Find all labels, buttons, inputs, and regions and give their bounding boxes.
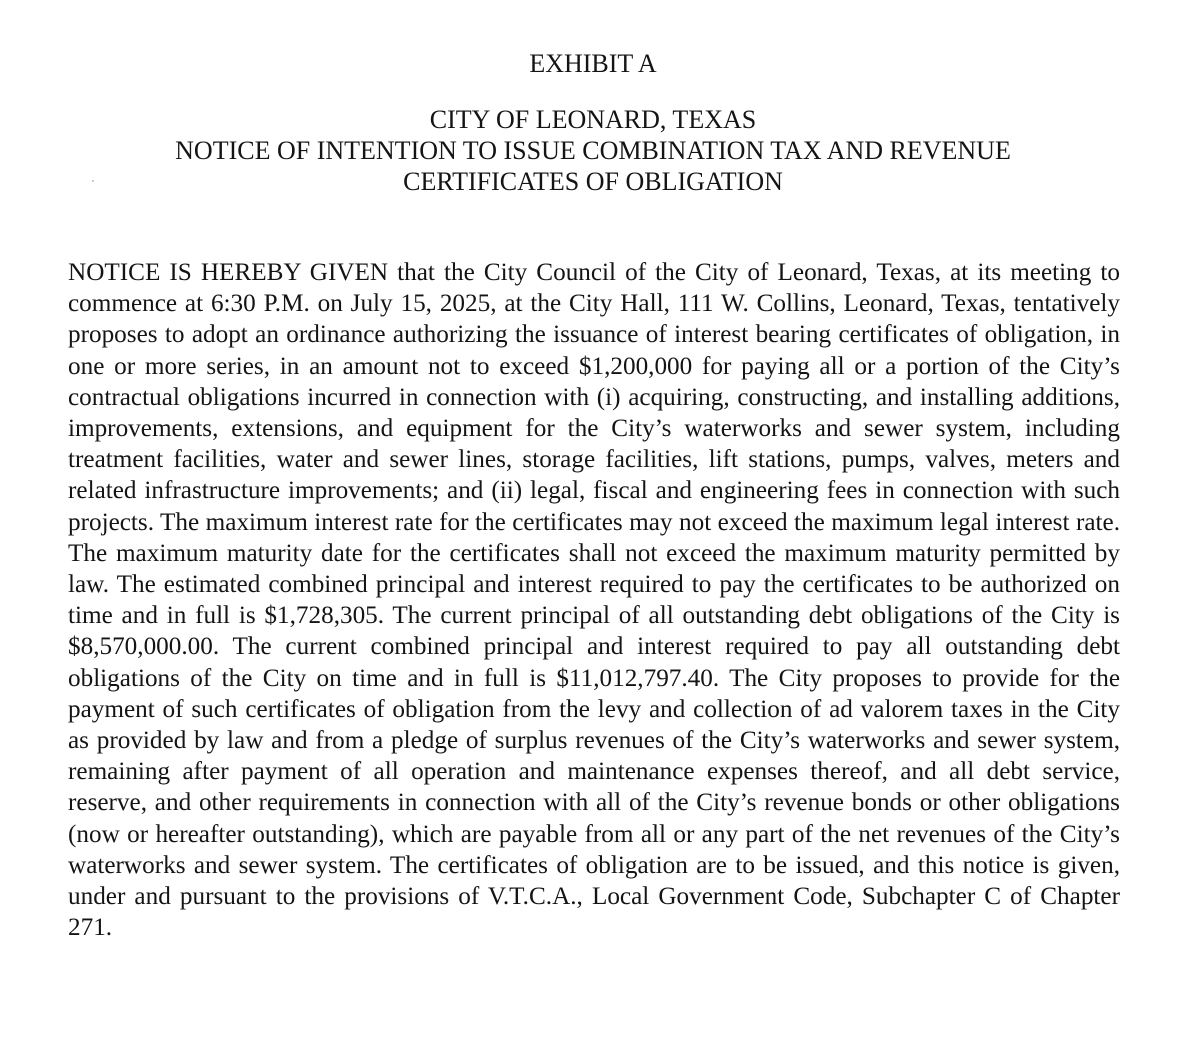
heading-city: CITY OF LEONARD, TEXAS	[429, 105, 757, 134]
exhibit-label: EXHIBIT A	[529, 49, 657, 78]
heading-title-line-2: CERTIFICATES OF OBLIGATION	[403, 167, 783, 196]
heading-title-line-1: NOTICE OF INTENTION TO ISSUE COMBINATION TAX AND REVENUE	[175, 136, 1011, 165]
notice-body-paragraph: NOTICE IS HEREBY GIVEN that the City Council of the City of Leonard, Texas, at its meeting to commence at 6:30 P.M. on July 15, 2025, at the City Hall, 111 W. Collins, Leonard, Texas, tentatively proposes to adopt an ordinance authorizing the issuance of interest bearing certificates of obligation, in one or more series, in an amount not to exceed $1,200,000 for paying all or a portion of the City’s contractual obligations incurred in connection with (i) acquiring, constructing, and installing additions, improvements, extensions, and equipment for the City’s waterworks and sewer system, including treatment facilities, water and sewer lines, storage facilities, lift stations, pumps, valves, meters and related infrastructure improvements; and (ii) legal, fiscal and engineering fees in connection with such projects. The maximum interest rate for the certificates may not exceed the maximum legal interest rate. The maximum maturity date for the certificates shall not exceed the maximum maturity permitted by law. The estimated combined principal and interest required to pay the certificates to be authorized on time and in full is $1,728,305. The current principal of all outstanding debt obligations of the City is $8,570,000.00. The current combined principal and interest required to pay all outstanding debt obligations of the City on time and in full is $11,012,797.40. The City proposes to provide for the payment of such certificates of obligation from the levy and collection of ad valorem taxes in the City as provided by law and from a pledge of surplus revenues of the City’s waterworks and sewer system, remaining after payment of all operation and maintenance expenses thereof, and all debt service, reserve, and other requirements in connection with all of the City’s revenue bonds or other obligations (now or hereafter outstanding), which are payable from all or any part of the net revenues of the City’s waterworks and sewer system. The certificates of obligation are to be issued, and this notice is given, under and pursuant to the provisions of V.T.C.A., Local Government Code, Subchapter C of Chapter 271.	[68, 259, 1120, 942]
notice-heading	[0, 104, 1186, 197]
